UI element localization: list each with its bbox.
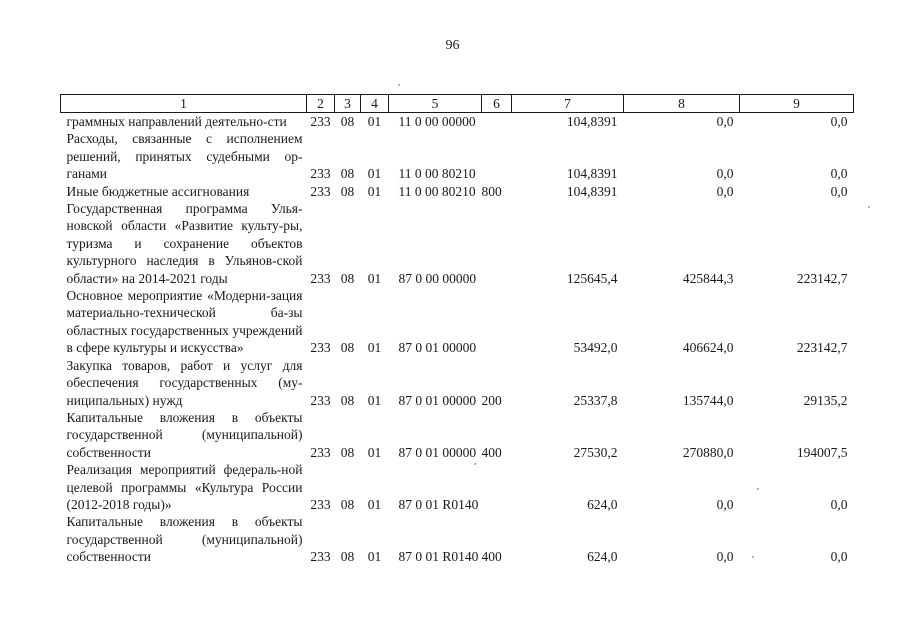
- row-name: Расходы, связанные с исполнением решений, принятых судебными ор-ганами: [66, 131, 303, 182]
- scan-speck: [868, 206, 870, 208]
- row-col-3: 08: [340, 114, 355, 129]
- table-row: [61, 287, 854, 357]
- header-col-9: 9: [740, 95, 854, 113]
- row-col-5: 87 0 01 00000: [398, 444, 477, 460]
- table-header: [61, 95, 854, 113]
- header-col-3: 3: [335, 95, 361, 113]
- row-col-7: 104,8391: [566, 166, 618, 182]
- row-col-7: 125645,4: [566, 270, 618, 286]
- scan-speck: [474, 463, 476, 465]
- row-col-9: 0,0: [830, 549, 848, 565]
- row-col-4: 01: [367, 496, 382, 512]
- row-col-3: 08: [340, 549, 355, 565]
- header-col-6: 6: [482, 95, 512, 113]
- row-col-2: 233: [310, 183, 331, 199]
- row-col-3: 08: [340, 340, 355, 356]
- row-col-6: 400: [481, 549, 502, 565]
- row-col-4: 01: [367, 166, 382, 182]
- row-col-4: 01: [367, 114, 382, 129]
- row-col-7: 104,8391: [566, 183, 618, 199]
- scan-speck: [757, 488, 759, 490]
- row-col-9: 223142,7: [796, 270, 848, 286]
- row-col-6: 200: [481, 392, 502, 408]
- header-col-1: 1: [61, 95, 307, 113]
- row-col-4: 01: [367, 340, 382, 356]
- row-name: Иные бюджетные ассигнования: [66, 183, 250, 199]
- row-col-7: 624,0: [587, 549, 618, 565]
- row-col-2: 233: [310, 270, 331, 286]
- scan-speck: [752, 556, 754, 558]
- row-name: Государственная программа Улья-новской области «Развитие культу-ры, туризма и сохранение объектов культурного наследия в Ульянов-ской области» на 2014-2021 годы: [66, 201, 303, 286]
- row-col-9: 29135,2: [803, 392, 848, 408]
- scan-speck: [398, 84, 400, 86]
- row-col-9: 194007,5: [796, 444, 848, 460]
- row-col-5: 11 0 00 00000: [398, 114, 476, 129]
- row-col-2: 233: [310, 166, 331, 182]
- row-name: Капитальные вложения в объекты государственной (муниципальной) собственности: [66, 409, 303, 460]
- row-col-2: 233: [310, 549, 331, 565]
- row-col-9: 0,0: [830, 114, 848, 129]
- row-col-8: 135744,0: [682, 392, 734, 408]
- table-row: [61, 183, 854, 200]
- row-col-4: 01: [367, 183, 382, 199]
- row-col-8: 425844,3: [682, 270, 734, 286]
- row-col-6: 400: [481, 444, 502, 460]
- row-col-5: 87 0 01 R0140: [398, 549, 479, 565]
- row-col-4: 01: [367, 444, 382, 460]
- row-col-7: 53492,0: [573, 340, 618, 356]
- row-col-5: 11 0 00 80210: [398, 166, 476, 182]
- row-col-2: 233: [310, 444, 331, 460]
- row-col-8: 0,0: [716, 183, 734, 199]
- row-col-3: 08: [340, 183, 355, 199]
- table-row: [61, 461, 854, 513]
- row-col-7: 624,0: [587, 496, 618, 512]
- row-col-2: 233: [310, 392, 331, 408]
- row-col-7: 104,8391: [566, 114, 618, 129]
- row-col-8: 406624,0: [682, 340, 734, 356]
- row-col-2: 233: [310, 496, 331, 512]
- table-row: [61, 113, 854, 131]
- row-col-5: 87 0 01 00000: [398, 340, 477, 356]
- row-col-2: 233: [310, 340, 331, 356]
- header-col-2: 2: [307, 95, 335, 113]
- row-col-6: [482, 200, 512, 287]
- table-row: [61, 200, 854, 287]
- row-col-9: 223142,7: [796, 340, 848, 356]
- row-col-7: 27530,2: [573, 444, 618, 460]
- header-col-5: 5: [389, 95, 482, 113]
- header-row: [61, 95, 854, 113]
- row-col-7: 25337,8: [573, 392, 618, 408]
- header-col-7: 7: [512, 95, 624, 113]
- row-col-8: 0,0: [716, 496, 734, 512]
- row-name: Капитальные вложения в объекты государственной (муниципальной) собственности: [66, 514, 303, 565]
- row-col-2: 233: [310, 114, 331, 129]
- row-col-8: 0,0: [716, 114, 734, 129]
- table-row: [61, 130, 854, 182]
- row-name: Реализация мероприятий федераль-ной целевой программы «Культура России (2012-2018 годы)»: [66, 462, 303, 512]
- row-col-3: 08: [340, 496, 355, 512]
- row-col-9: 0,0: [830, 496, 848, 512]
- row-col-8: 0,0: [716, 549, 734, 565]
- row-col-3: 08: [340, 392, 355, 408]
- row-col-6: [482, 113, 512, 131]
- row-col-9: 0,0: [830, 183, 848, 199]
- row-name: Основное мероприятие «Модерни-зация материально-технической ба-зы областных государственных учреждений в сфере культуры и искусства»: [66, 288, 303, 356]
- row-col-5: 87 0 01 R0140: [398, 496, 479, 512]
- table-row: [61, 357, 854, 409]
- row-col-4: 01: [367, 549, 382, 565]
- row-col-6: [482, 461, 512, 513]
- table-row: [61, 513, 854, 565]
- budget-table: [60, 94, 854, 566]
- row-col-4: 01: [367, 392, 382, 408]
- table-row: [61, 409, 854, 461]
- row-col-6: [482, 130, 512, 182]
- row-name: граммных направлений деятельно-сти: [66, 114, 287, 129]
- row-col-8: 270880,0: [682, 444, 734, 460]
- row-col-3: 08: [340, 166, 355, 182]
- row-col-3: 08: [340, 444, 355, 460]
- row-name: Закупка товаров, работ и услуг для обеспечения государственных (му-ниципальных) нужд: [66, 357, 303, 408]
- row-col-6: 800: [481, 183, 502, 199]
- row-col-5: 87 0 01 00000: [398, 392, 477, 408]
- row-col-3: 08: [340, 270, 355, 286]
- row-col-5: 87 0 00 00000: [398, 270, 477, 286]
- header-col-8: 8: [624, 95, 740, 113]
- page-number: 96: [445, 38, 460, 53]
- row-col-5: 11 0 00 80210: [398, 183, 476, 199]
- row-col-9: 0,0: [830, 166, 848, 182]
- row-col-8: 0,0: [716, 166, 734, 182]
- header-col-4: 4: [361, 95, 389, 113]
- row-col-4: 01: [367, 270, 382, 286]
- row-col-6: [482, 287, 512, 357]
